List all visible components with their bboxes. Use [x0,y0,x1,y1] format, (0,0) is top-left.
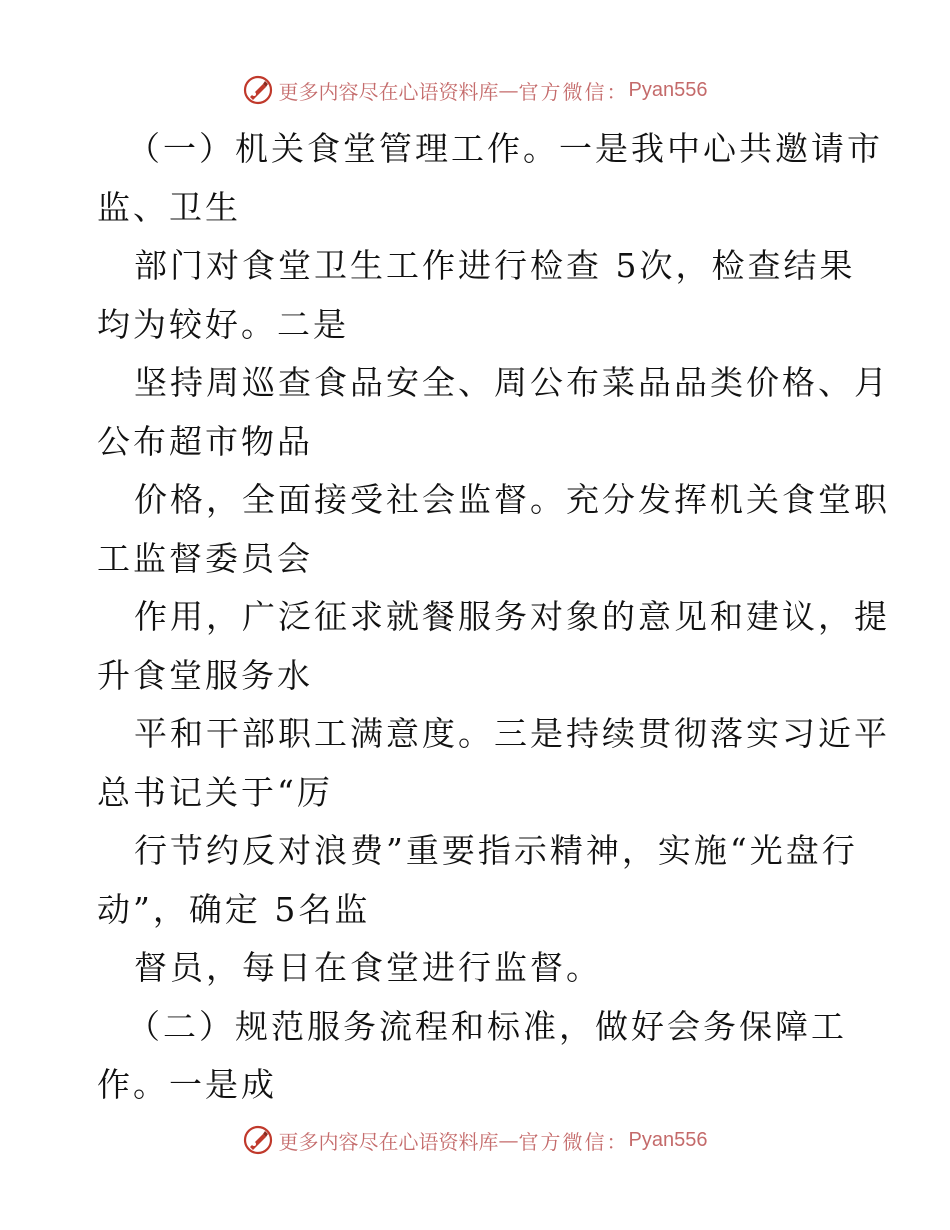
banner-wechat-label: 官方微信： [518,1129,629,1154]
document-body [97,120,890,1115]
text-line: （一）机关食堂管理工作。一是我中心共邀请市 [127,129,883,168]
text-line: 均为较好。二是 [97,304,349,344]
text-line: 平和干部职工满意度。三是持续贯彻落实习近平 [134,714,890,753]
text-line: 工监督委员会 [97,538,313,578]
text-line: 升食堂服务水 [97,655,313,695]
banner-brand: 更多内容尽在心语资料库 [278,79,499,104]
text-line: 坚持周巡查食品安全、周公布菜品品类价格、月 [134,363,890,402]
text-line: 作用，广泛征求就餐服务对象的意见和建议，提 [134,597,890,636]
banner-wechat-label: 官方微信： [518,79,629,104]
header-banner [0,70,950,110]
text-line: 总书记关于“厉 [97,772,333,812]
pen-logo-icon [243,75,273,105]
text-line: 监、卫生 [97,187,241,227]
banner-wechat-id: Pyan556 [628,1128,708,1151]
pen-logo-icon [243,1125,273,1155]
text-line: 动”，确定 5名监 [97,889,371,929]
banner-wechat-id: Pyan556 [628,78,708,101]
text-line: 价格，全面接受社会监督。充分发挥机关食堂职 [134,480,890,519]
text-line: 公布超市物品 [97,421,313,461]
text-line: （二）规范服务流程和标准，做好会务保障工 [127,1006,847,1046]
banner-brand: 更多内容尽在心语资料库 [278,1129,499,1154]
banner-separator: — [498,78,519,102]
footer-banner [0,1120,950,1160]
banner-separator: — [498,1128,519,1152]
text-line: 督员，每日在食堂进行监督。 [134,948,602,987]
text-line: 部门对食堂卫生工作进行检查 5次，检查结果 [134,246,856,285]
text-line: 作。一是成 [97,1065,277,1104]
text-line: 行节约反对浪费”重要指示精神，实施“光盘行 [134,831,858,870]
